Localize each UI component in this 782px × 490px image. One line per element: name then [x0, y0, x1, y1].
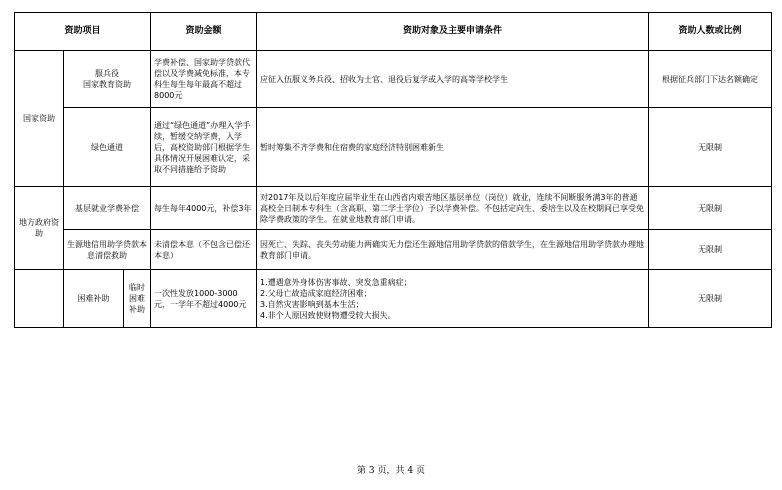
table-row	[15, 230, 772, 270]
table-row	[15, 51, 772, 108]
conditions-grassroots: 对2017年及以后年度应届毕业生在山西省内艰苦地区基层单位（岗位）就业，连续不间断服务满3年的普通高校全日制本专科生（含高职、第二学士学位）予以学费补偿。不包括定向生、委培生以及在校期间已享受免除学费政策的学生。在就业地教育部门申请。	[257, 187, 649, 230]
group-national: 国家资助	[15, 51, 64, 187]
amount-green: 通过“绿色通道”办理入学手续，暂缓交纳学费，入学后，高校资助部门根据学生具体情况开展困难认定，采取不同措施给予资助	[151, 108, 257, 187]
table-row	[15, 187, 772, 230]
header-quota: 资助人数或比例	[649, 13, 772, 51]
quota-grassroots: 无限制	[649, 187, 772, 230]
item-military-line2: 国家教育资助	[83, 80, 132, 89]
group-blank	[15, 270, 64, 328]
amount-grassroots: 每生每年4000元，补偿3年	[151, 187, 257, 230]
item-green: 绿色通道	[64, 108, 151, 187]
amount-hardship: 一次性发放1000-3000元，一学年不超过4000元	[151, 270, 257, 328]
item-grassroots: 基层就业学费补偿	[64, 187, 151, 230]
conditions-hardship	[257, 270, 649, 328]
page-footer: 第 3 页，共 4 页	[357, 466, 425, 476]
subitem-hardship: 临时困难补助	[124, 270, 151, 328]
conditions-loan-relief: 因死亡、失踪、丧失劳动能力两确实无力偿还生源地信用助学贷款的借款学生，在生源地信用助学贷款办理地教育部门申请。	[257, 230, 649, 270]
amount-military: 学费补偿、国家助学贷款代偿以及学费减免标准，本专科生每生每年最高不超过8000元	[151, 51, 257, 108]
header-amount: 资助金额	[151, 13, 257, 51]
conditions-green: 暂时筹集不齐学费和住宿费的家庭经济特别困难新生	[257, 108, 649, 187]
conditions-military: 应征入伍服义务兵役、招收为士官、退役后复学或入学的高等学校学生	[257, 51, 649, 108]
item-military	[64, 51, 151, 108]
table-row	[15, 108, 772, 187]
group-local: 地方政府资助	[15, 187, 64, 270]
header-project: 资助项目	[15, 13, 151, 51]
quota-loan-relief: 无限制	[649, 230, 772, 270]
condition-line: 4.非个人原因致使财物遭受较大损失。	[260, 310, 396, 320]
condition-line: 1.遭遇意外身体伤害事故、突发急重病症；	[260, 277, 412, 287]
table-header-row	[15, 13, 772, 51]
quota-green: 无限制	[649, 108, 772, 187]
amount-loan-relief: 未清偿本息（不包含已偿还本息）	[151, 230, 257, 270]
condition-line: 2.父母亡故造成家庭经济困难；	[260, 288, 372, 298]
item-loan-relief: 生源地信用助学贷款本息清偿救助	[64, 230, 151, 270]
item-hardship: 困难补助	[64, 270, 124, 328]
item-military-line1: 服兵役	[95, 69, 120, 78]
table-row	[15, 270, 772, 328]
quota-hardship: 无限制	[649, 270, 772, 328]
condition-line: 3.自然灾害影响到基本生活；	[260, 299, 364, 309]
quota-military: 根据征兵部门下达名额确定	[649, 51, 772, 108]
header-conditions: 资助对象及主要申请条件	[257, 13, 649, 51]
aid-table	[14, 12, 772, 328]
